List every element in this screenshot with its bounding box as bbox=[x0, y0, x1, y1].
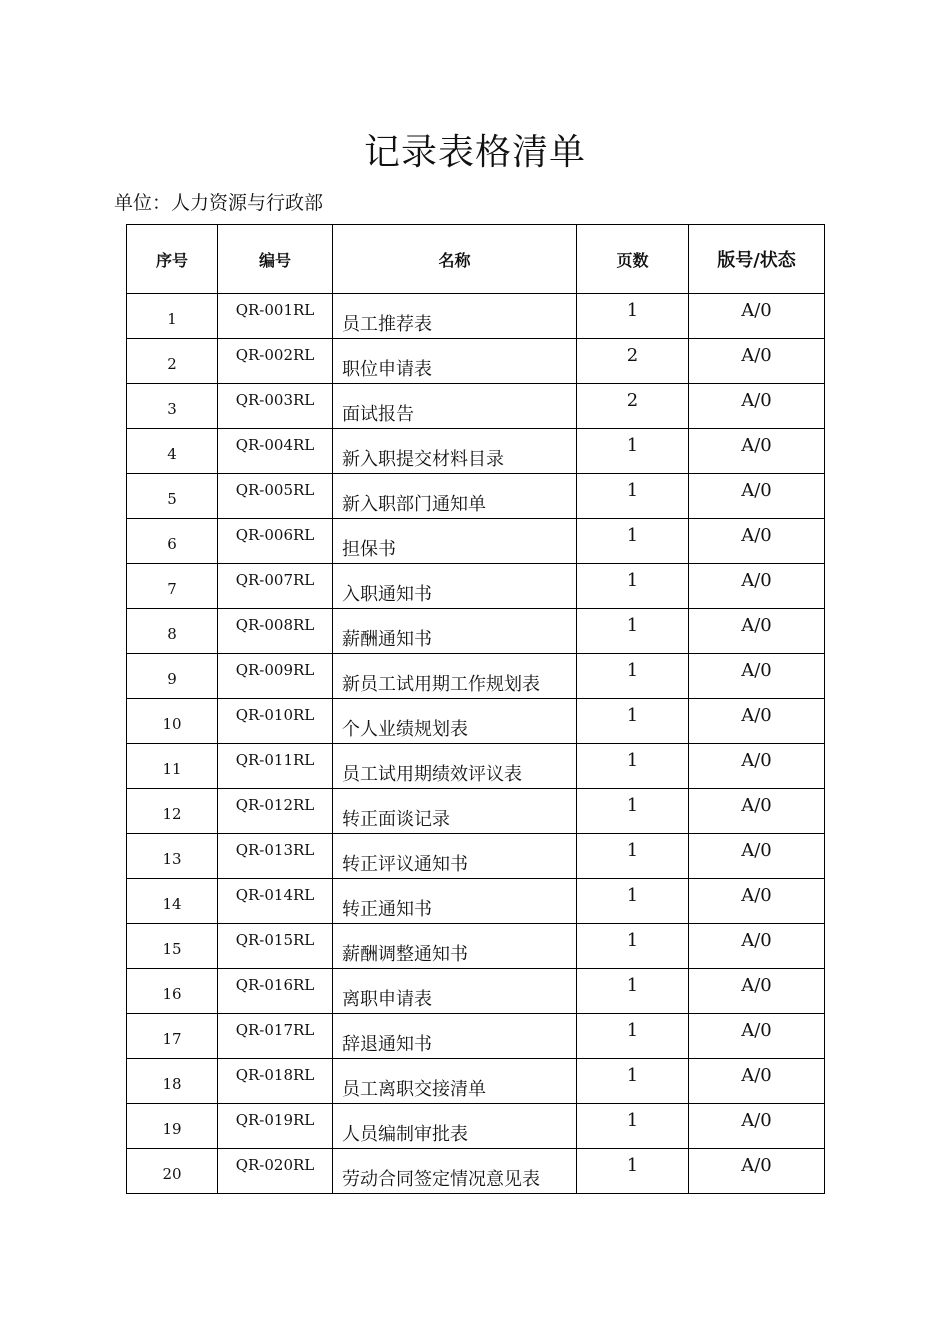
row-version-cell bbox=[689, 564, 825, 609]
row-code-cell bbox=[218, 339, 333, 384]
row-pages-cell bbox=[577, 924, 689, 969]
row-name-cell bbox=[333, 834, 577, 879]
row-version-cell bbox=[689, 1149, 825, 1194]
row-seq: 12 bbox=[162, 805, 182, 823]
row-name: 转正评议通知书 bbox=[342, 854, 468, 875]
row-code: QR-013RL bbox=[235, 841, 315, 859]
row-seq-cell bbox=[127, 699, 218, 744]
row-seq: 15 bbox=[162, 940, 182, 958]
row-seq-cell bbox=[127, 744, 218, 789]
row-seq: 7 bbox=[167, 580, 177, 598]
row-version-cell bbox=[689, 474, 825, 519]
row-code: QR-003RL bbox=[235, 391, 315, 409]
row-pages-cell bbox=[577, 744, 689, 789]
row-name-cell bbox=[333, 699, 577, 744]
row-seq: 4 bbox=[167, 445, 177, 463]
table-row bbox=[127, 969, 825, 1014]
row-name-cell bbox=[333, 789, 577, 834]
header-name: 名称 bbox=[333, 225, 577, 294]
row-version-cell bbox=[689, 744, 825, 789]
row-seq-cell bbox=[127, 1104, 218, 1149]
row-version: A/0 bbox=[741, 389, 772, 411]
row-pages: 1 bbox=[626, 659, 639, 681]
row-pages: 1 bbox=[626, 884, 639, 906]
table-row bbox=[127, 789, 825, 834]
row-name: 新入职部门通知单 bbox=[342, 494, 486, 515]
row-version-cell bbox=[689, 294, 825, 339]
row-code: QR-010RL bbox=[235, 706, 315, 724]
row-version-cell bbox=[689, 879, 825, 924]
row-name: 员工离职交接清单 bbox=[342, 1079, 486, 1100]
row-pages: 1 bbox=[626, 1154, 639, 1176]
row-pages: 1 bbox=[626, 434, 639, 456]
row-pages-cell bbox=[577, 609, 689, 654]
row-seq: 18 bbox=[162, 1075, 182, 1093]
row-pages-cell bbox=[577, 699, 689, 744]
row-seq: 19 bbox=[162, 1120, 182, 1138]
row-pages: 1 bbox=[626, 749, 639, 771]
row-code: QR-007RL bbox=[235, 571, 315, 589]
row-name: 离职申请表 bbox=[342, 989, 432, 1010]
row-name: 面试报告 bbox=[342, 404, 414, 425]
table-row bbox=[127, 834, 825, 879]
row-version: A/0 bbox=[741, 569, 772, 591]
row-pages-cell bbox=[577, 1014, 689, 1059]
row-name-cell bbox=[333, 519, 577, 564]
row-pages-cell bbox=[577, 564, 689, 609]
header-pages: 页数 bbox=[577, 225, 689, 294]
row-version-cell bbox=[689, 429, 825, 474]
row-pages: 1 bbox=[626, 524, 639, 546]
row-code-cell bbox=[218, 429, 333, 474]
row-code: QR-012RL bbox=[235, 796, 315, 814]
table-header-row bbox=[127, 225, 825, 294]
row-seq-cell bbox=[127, 339, 218, 384]
row-version: A/0 bbox=[741, 794, 772, 816]
table-row bbox=[127, 1104, 825, 1149]
row-code-cell bbox=[218, 744, 333, 789]
row-version: A/0 bbox=[741, 614, 772, 636]
row-pages-cell bbox=[577, 339, 689, 384]
row-seq: 17 bbox=[162, 1030, 182, 1048]
row-code: QR-005RL bbox=[235, 481, 315, 499]
row-pages: 1 bbox=[626, 794, 639, 816]
table-row bbox=[127, 294, 825, 339]
row-version-cell bbox=[689, 789, 825, 834]
table-row bbox=[127, 1149, 825, 1194]
row-version-cell bbox=[689, 924, 825, 969]
row-seq-cell bbox=[127, 384, 218, 429]
row-name-cell bbox=[333, 1149, 577, 1194]
table-row bbox=[127, 609, 825, 654]
row-seq: 6 bbox=[167, 535, 177, 553]
row-pages: 2 bbox=[626, 344, 639, 366]
row-version: A/0 bbox=[741, 974, 772, 996]
row-name: 员工试用期绩效评议表 bbox=[342, 764, 522, 785]
row-name-cell bbox=[333, 339, 577, 384]
row-name-cell bbox=[333, 474, 577, 519]
row-seq: 5 bbox=[167, 490, 177, 508]
row-pages: 1 bbox=[626, 479, 639, 501]
row-name: 个人业绩规划表 bbox=[342, 719, 468, 740]
row-code-cell bbox=[218, 654, 333, 699]
row-pages-cell bbox=[577, 1059, 689, 1104]
row-version-cell bbox=[689, 384, 825, 429]
row-seq-cell bbox=[127, 294, 218, 339]
row-code: QR-006RL bbox=[235, 526, 315, 544]
row-name-cell bbox=[333, 294, 577, 339]
row-code: QR-020RL bbox=[235, 1156, 315, 1174]
row-pages: 1 bbox=[626, 1109, 639, 1131]
row-pages: 1 bbox=[626, 1019, 639, 1041]
row-seq-cell bbox=[127, 654, 218, 699]
row-seq-cell bbox=[127, 834, 218, 879]
table-row bbox=[127, 924, 825, 969]
row-name-cell bbox=[333, 1104, 577, 1149]
row-pages: 1 bbox=[626, 299, 639, 321]
row-seq: 3 bbox=[167, 400, 177, 418]
row-code: QR-017RL bbox=[235, 1021, 315, 1039]
row-seq: 16 bbox=[162, 985, 182, 1003]
table-row bbox=[127, 654, 825, 699]
row-pages-cell bbox=[577, 519, 689, 564]
row-pages: 1 bbox=[626, 614, 639, 636]
row-version: A/0 bbox=[741, 704, 772, 726]
row-code-cell bbox=[218, 1104, 333, 1149]
row-version-cell bbox=[689, 699, 825, 744]
row-code: QR-016RL bbox=[235, 976, 315, 994]
row-seq-cell bbox=[127, 1149, 218, 1194]
table-row bbox=[127, 474, 825, 519]
row-pages: 1 bbox=[626, 1064, 639, 1086]
row-code-cell bbox=[218, 699, 333, 744]
header-code: 编号 bbox=[218, 225, 333, 294]
row-name: 入职通知书 bbox=[342, 584, 432, 605]
row-code-cell bbox=[218, 924, 333, 969]
row-code: QR-002RL bbox=[235, 346, 315, 364]
row-code: QR-019RL bbox=[235, 1111, 315, 1129]
page-title: 记录表格清单 bbox=[363, 132, 586, 173]
row-pages-cell bbox=[577, 834, 689, 879]
row-seq-cell bbox=[127, 1059, 218, 1104]
row-code: QR-001RL bbox=[235, 301, 315, 319]
row-code-cell bbox=[218, 519, 333, 564]
row-seq: 9 bbox=[167, 670, 177, 688]
row-name-cell bbox=[333, 1014, 577, 1059]
row-version: A/0 bbox=[741, 884, 772, 906]
row-seq: 11 bbox=[162, 760, 182, 778]
row-code-cell bbox=[218, 834, 333, 879]
row-code: QR-015RL bbox=[235, 931, 315, 949]
row-pages-cell bbox=[577, 384, 689, 429]
row-name: 辞退通知书 bbox=[342, 1034, 432, 1055]
row-code-cell bbox=[218, 1014, 333, 1059]
row-name: 薪酬调整通知书 bbox=[342, 944, 468, 965]
row-version: A/0 bbox=[741, 1154, 772, 1176]
row-code: QR-018RL bbox=[235, 1066, 315, 1084]
row-pages: 1 bbox=[626, 839, 639, 861]
row-seq-cell bbox=[127, 1014, 218, 1059]
row-version-cell bbox=[689, 834, 825, 879]
row-code-cell bbox=[218, 474, 333, 519]
row-name-cell bbox=[333, 924, 577, 969]
row-seq-cell bbox=[127, 969, 218, 1014]
row-version-cell bbox=[689, 654, 825, 699]
row-code: QR-008RL bbox=[235, 616, 315, 634]
row-code-cell bbox=[218, 969, 333, 1014]
row-seq: 20 bbox=[162, 1165, 182, 1183]
header-seq: 序号 bbox=[127, 225, 218, 294]
row-pages-cell bbox=[577, 789, 689, 834]
row-seq: 14 bbox=[162, 895, 182, 913]
row-code-cell bbox=[218, 879, 333, 924]
row-name: 职位申请表 bbox=[342, 359, 432, 380]
row-seq-cell bbox=[127, 924, 218, 969]
row-pages: 1 bbox=[626, 929, 639, 951]
row-version: A/0 bbox=[741, 299, 772, 321]
row-seq-cell bbox=[127, 519, 218, 564]
row-name-cell bbox=[333, 969, 577, 1014]
row-seq-cell bbox=[127, 609, 218, 654]
row-code: QR-011RL bbox=[235, 751, 315, 769]
row-version: A/0 bbox=[741, 749, 772, 771]
row-name: 员工推荐表 bbox=[342, 314, 432, 335]
row-name-cell bbox=[333, 879, 577, 924]
row-name-cell bbox=[333, 564, 577, 609]
row-name-cell bbox=[333, 609, 577, 654]
row-code-cell bbox=[218, 609, 333, 654]
table-row bbox=[127, 429, 825, 474]
row-name: 新员工试用期工作规划表 bbox=[342, 674, 540, 695]
row-version-cell bbox=[689, 1014, 825, 1059]
table-row bbox=[127, 564, 825, 609]
row-version: A/0 bbox=[741, 1064, 772, 1086]
row-version: A/0 bbox=[741, 659, 772, 681]
row-name-cell bbox=[333, 384, 577, 429]
row-name: 薪酬通知书 bbox=[342, 629, 432, 650]
row-version: A/0 bbox=[741, 344, 772, 366]
row-version-cell bbox=[689, 969, 825, 1014]
row-name: 劳动合同签定情况意见表 bbox=[342, 1169, 540, 1190]
row-version-cell bbox=[689, 1059, 825, 1104]
row-seq-cell bbox=[127, 474, 218, 519]
row-name: 新入职提交材料目录 bbox=[342, 449, 504, 470]
row-pages: 1 bbox=[626, 974, 639, 996]
row-version-cell bbox=[689, 339, 825, 384]
row-seq-cell bbox=[127, 564, 218, 609]
row-pages: 1 bbox=[626, 569, 639, 591]
row-seq-cell bbox=[127, 789, 218, 834]
row-code-cell bbox=[218, 789, 333, 834]
row-seq: 2 bbox=[167, 355, 177, 373]
row-version: A/0 bbox=[741, 1109, 772, 1131]
table-row bbox=[127, 1014, 825, 1059]
row-pages-cell bbox=[577, 969, 689, 1014]
row-code-cell bbox=[218, 294, 333, 339]
row-version-cell bbox=[689, 1104, 825, 1149]
row-version-cell bbox=[689, 519, 825, 564]
table-row bbox=[127, 339, 825, 384]
row-name: 转正通知书 bbox=[342, 899, 432, 920]
row-code: QR-014RL bbox=[235, 886, 315, 904]
row-name-cell bbox=[333, 1059, 577, 1104]
table-row bbox=[127, 519, 825, 564]
row-code-cell bbox=[218, 1149, 333, 1194]
table-row bbox=[127, 699, 825, 744]
row-seq: 10 bbox=[162, 715, 182, 733]
row-version: A/0 bbox=[741, 479, 772, 501]
table-body bbox=[127, 294, 825, 1194]
row-pages-cell bbox=[577, 474, 689, 519]
row-pages: 1 bbox=[626, 704, 639, 726]
row-pages-cell bbox=[577, 654, 689, 699]
row-pages-cell bbox=[577, 429, 689, 474]
row-code-cell bbox=[218, 564, 333, 609]
department-unit: 单位：人力资源与行政部 bbox=[114, 192, 324, 214]
row-pages-cell bbox=[577, 1104, 689, 1149]
row-seq-cell bbox=[127, 879, 218, 924]
row-pages-cell bbox=[577, 879, 689, 924]
row-seq-cell bbox=[127, 429, 218, 474]
row-code-cell bbox=[218, 384, 333, 429]
row-pages: 2 bbox=[626, 389, 639, 411]
row-version-cell bbox=[689, 609, 825, 654]
row-version: A/0 bbox=[741, 524, 772, 546]
header-version: 版号/状态 bbox=[689, 225, 825, 294]
row-pages-cell bbox=[577, 294, 689, 339]
row-name: 人员编制审批表 bbox=[342, 1124, 468, 1145]
row-name-cell bbox=[333, 429, 577, 474]
table-row bbox=[127, 1059, 825, 1104]
row-seq: 13 bbox=[162, 850, 182, 868]
row-name: 担保书 bbox=[342, 539, 396, 560]
row-version: A/0 bbox=[741, 839, 772, 861]
table-row bbox=[127, 879, 825, 924]
row-code: QR-004RL bbox=[235, 436, 315, 454]
row-name-cell bbox=[333, 744, 577, 789]
row-code: QR-009RL bbox=[235, 661, 315, 679]
row-version: A/0 bbox=[741, 929, 772, 951]
table-row bbox=[127, 744, 825, 789]
row-seq: 1 bbox=[167, 310, 177, 328]
row-version: A/0 bbox=[741, 434, 772, 456]
row-pages-cell bbox=[577, 1149, 689, 1194]
records-table bbox=[126, 224, 825, 1194]
row-seq: 8 bbox=[167, 625, 177, 643]
row-name-cell bbox=[333, 654, 577, 699]
table-row bbox=[127, 384, 825, 429]
row-code-cell bbox=[218, 1059, 333, 1104]
row-name: 转正面谈记录 bbox=[342, 809, 450, 830]
row-version: A/0 bbox=[741, 1019, 772, 1041]
